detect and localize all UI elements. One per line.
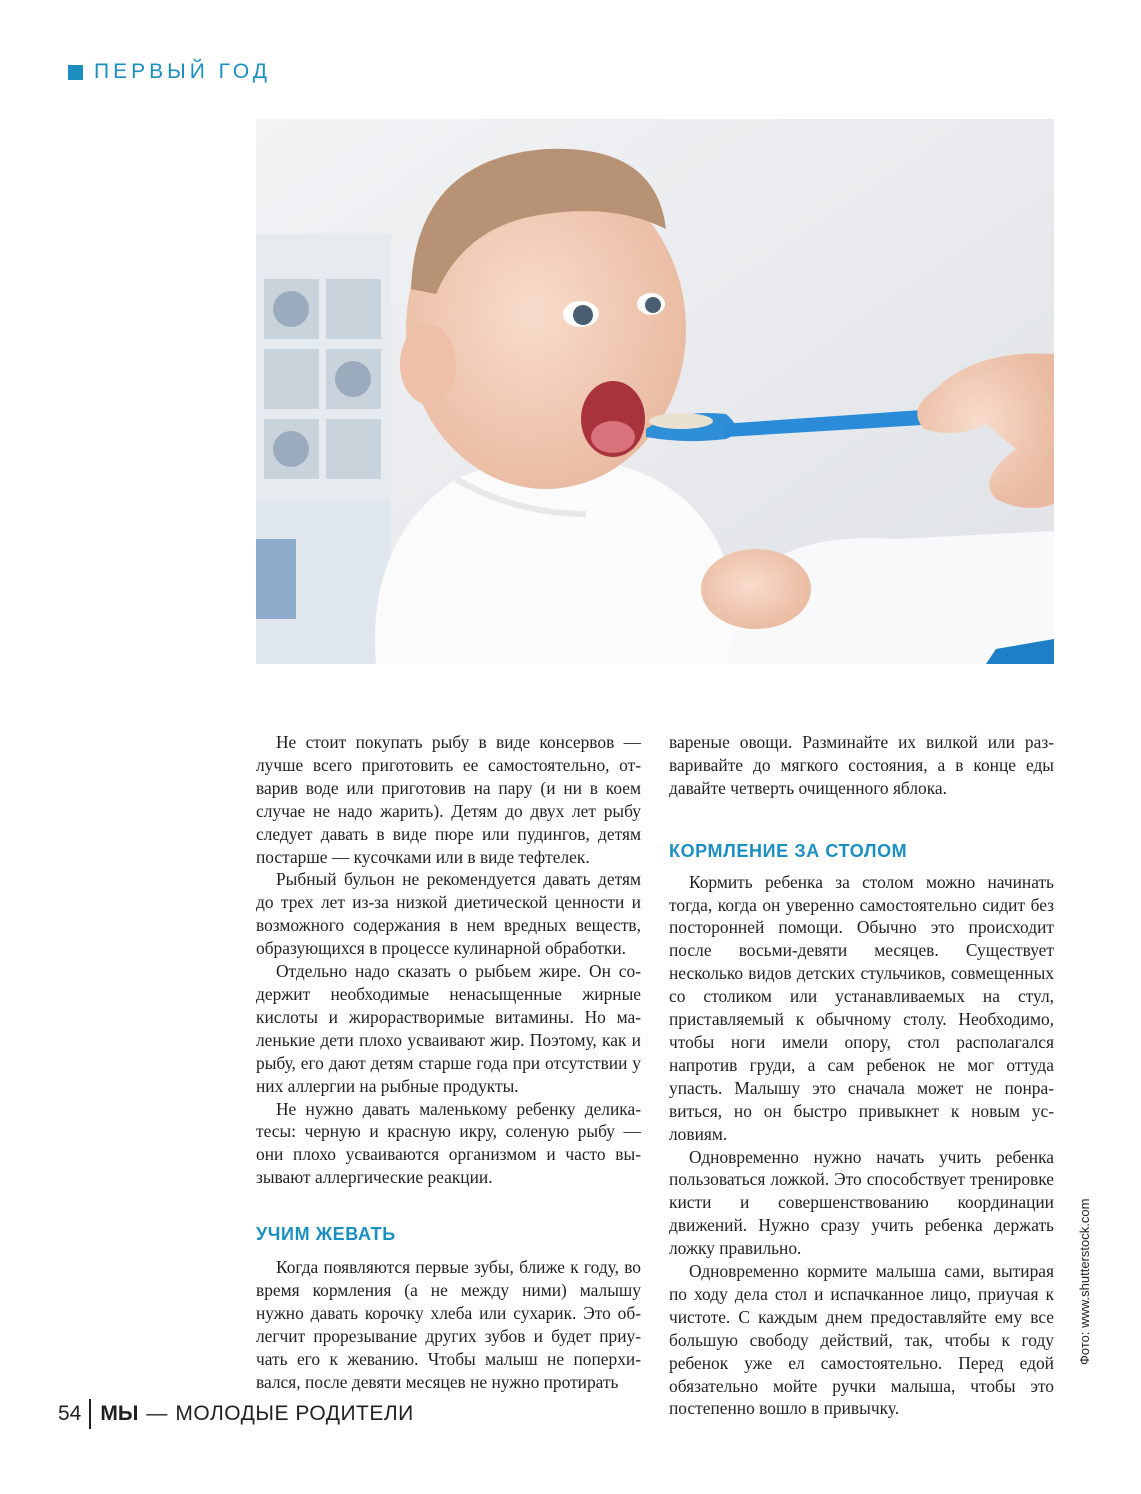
page-number: 54 xyxy=(58,1402,82,1425)
section-tag xyxy=(68,60,271,84)
paragraph: Одновременно нужно начать учить ребенка пользоваться ложкой. Это способствует тренировке кисти и совершенствованию координации движений. Нужно сразу учить ребенка держать ложку правильно. xyxy=(669,1146,1054,1259)
paragraph: Рыбный бульон не рекомендуется давать детям до трех лет из-за низкой диетической ценности и возможного содержания в нем вредных веществ, образующихся в процессе кулинарной обработки. xyxy=(256,869,641,959)
footer-divider xyxy=(89,1399,91,1429)
section-title: ПЕРВЫЙ ГОД xyxy=(94,60,271,83)
magazine-brand: МЫ xyxy=(100,1402,139,1425)
footer-dash: — xyxy=(146,1402,168,1425)
paragraph: Когда появляются первые зубы, ближе к году, во время кормления (а не между ними) малышу нужно давать корочку хлеба или сухарик. Это облегчит прорезывание других зубов и будет приучать его к жеванию. Чтобы малыш не поперхивался, после девяти месяцев не нужно протирать xyxy=(256,1257,641,1392)
right-column xyxy=(669,731,1054,1420)
left-column xyxy=(256,731,641,1393)
magazine-name: МОЛОДЫЕ РОДИТЕЛИ xyxy=(175,1402,414,1425)
photo-credit: Фото: www.shutterstock.com xyxy=(1077,1198,1092,1365)
page-footer xyxy=(58,1399,414,1429)
baby-feeding-photo xyxy=(256,119,1054,664)
article-photo xyxy=(256,119,1054,664)
heading-table-feeding: КОРМЛЕНИЕ ЗА СТОЛОМ xyxy=(669,840,908,861)
paragraph: Отдельно надо сказать о рыбьем жире. Он содержит необходимые ненасыщенные жирные кислоты и жирорастворимые витамины. Но маленькие дети плохо усваивают жир. Поэтому, как и рыбу, его дают детям старше года при отсутствии у них аллергии на рыбные продукты. xyxy=(256,961,641,1096)
section-square-icon xyxy=(68,65,83,80)
paragraph: Не нужно давать маленькому ребенку деликатесы: черную и красную икру, соленую рыбу — они плохо усваиваются организмом и часто вызывают аллергические реакции. xyxy=(256,1098,641,1188)
paragraph: Одновременно кормите малыша сами, вытирая по ходу дела стол и испачканное лицо, приучая к чистоте. С каждым днем предоставляйте ему все большую свободу действий, так, чтобы к году ребенок уже ел самостоятельно. Перед едой обязательно мойте ручки малыша, чтобы это постепенно вошло в привычку. xyxy=(669,1261,1054,1419)
paragraph-continuation: вареные овощи. Разминайте их вилкой или разваривайте до мягкого состояния, а в конце еды давайте четверть очищенного яблока. xyxy=(669,732,1054,798)
paragraph: Кормить ребенка за столом можно начинать тогда, когда он уверенно самостоятельно сидит без посторонней помощи. Обычно это происходит после восьми-девяти месяцев. Существует несколько видов детских стульчиков, совмещенных со столиком или устанавливаемых на стул, приставляемый к обычному столу. Необходимо, чтобы ноги имели опору, стол располагался напротив груди, а сам ребенок не мог оттуда упасть. Малышу это сначала может не понравиться, но он быстро привыкнет к новым условиям. xyxy=(669,871,1054,1144)
heading-chewing: УЧИМ ЖЕВАТЬ xyxy=(256,1224,396,1245)
paragraph: Не стоит покупать рыбу в виде консервов — лучше всего приготовить ее самостоятельно, отварив воде или приготовив на пару (и ни в коем случае не надо жарить). Детям до двух лет рыбу следует давать в виде пюре или пудингов, детям постарше — кусочками или в виде тефтелек. xyxy=(256,732,641,867)
